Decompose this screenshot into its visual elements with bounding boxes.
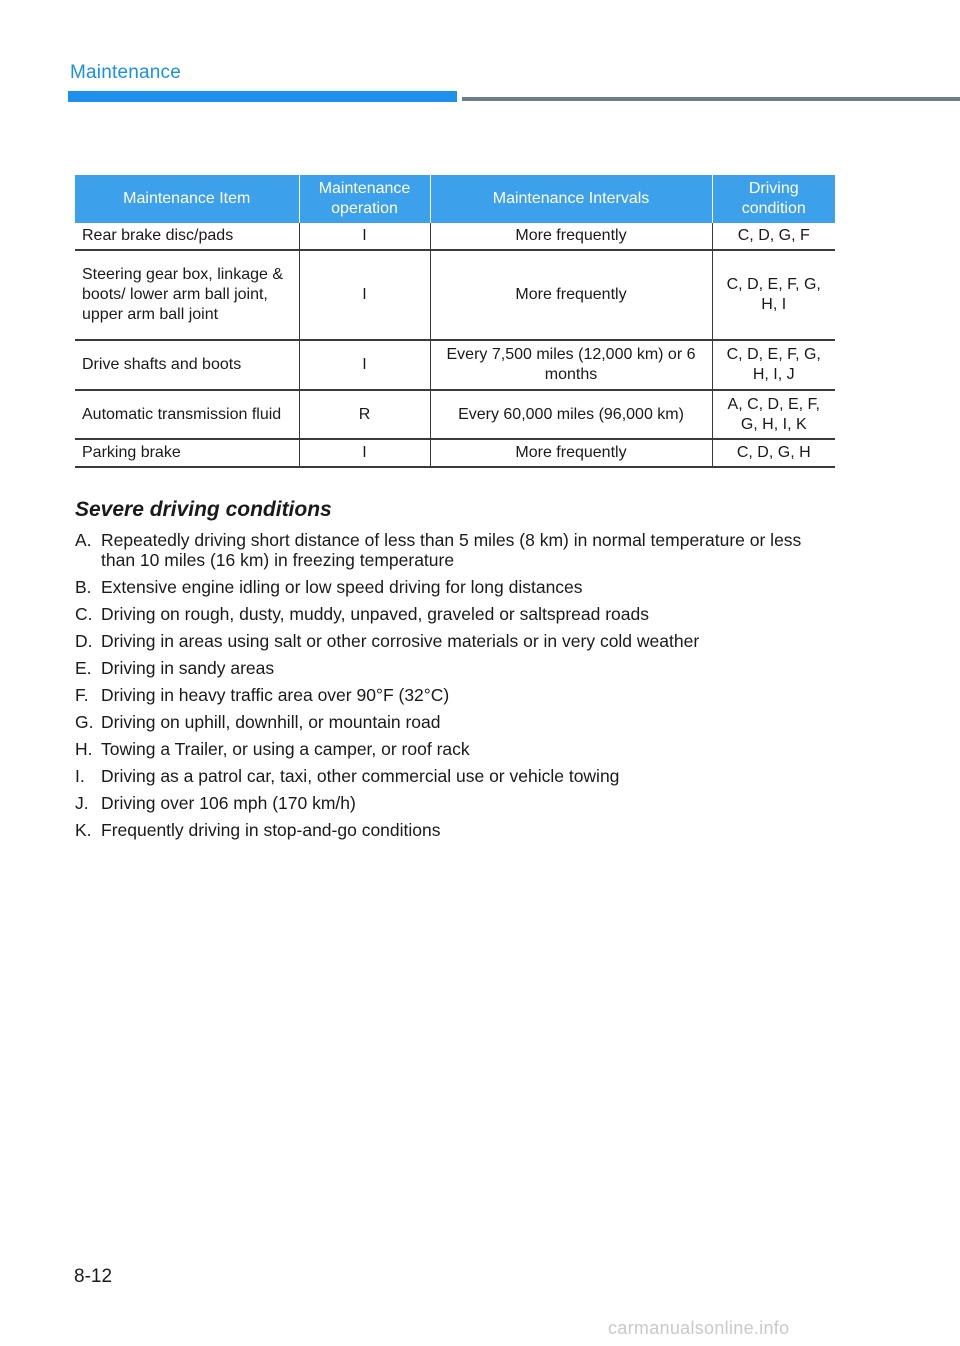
condition-text: Driving in sandy areas xyxy=(101,658,275,678)
condition-letter: A. xyxy=(75,530,92,550)
cell-operation: I xyxy=(299,439,430,467)
condition-letter: K. xyxy=(75,820,92,840)
cell-item: Drive shafts and boots xyxy=(75,340,299,390)
list-item xyxy=(75,712,835,732)
table-row xyxy=(75,439,835,467)
list-item xyxy=(75,739,835,759)
list-item xyxy=(75,766,835,786)
list-item xyxy=(75,658,835,678)
cell-item: Steering gear box, linkage & boots/ lower arm ball joint, upper arm ball joint xyxy=(75,250,299,340)
list-item xyxy=(75,820,835,840)
condition-letter: D. xyxy=(75,631,93,651)
table-row xyxy=(75,390,835,439)
condition-letter: E. xyxy=(75,658,92,678)
condition-letter: J. xyxy=(75,793,89,813)
cell-interval: More frequently xyxy=(430,250,712,340)
condition-text: Driving on rough, dusty, muddy, unpaved, graveled or saltspread roads xyxy=(101,604,649,624)
cell-condition: C, D, G, H xyxy=(712,439,835,467)
cell-condition: C, D, G, F xyxy=(712,223,835,250)
col-header-interval: Maintenance Intervals xyxy=(430,175,712,223)
list-item xyxy=(75,685,835,705)
cell-item: Rear brake disc/pads xyxy=(75,223,299,250)
condition-letter: I. xyxy=(75,766,85,786)
condition-text: Driving over 106 mph (170 km/h) xyxy=(101,793,356,813)
condition-text: Driving as a patrol car, taxi, other commercial use or vehicle towing xyxy=(101,766,620,786)
condition-text: Driving on uphill, downhill, or mountain road xyxy=(101,712,441,732)
table-header-row xyxy=(75,175,835,223)
cell-condition: A, C, D, E, F, G, H, I, K xyxy=(712,390,835,439)
list-item xyxy=(75,577,835,597)
cell-item: Parking brake xyxy=(75,439,299,467)
cell-condition: C, D, E, F, G, H, I, J xyxy=(712,340,835,390)
condition-letter: C. xyxy=(75,604,93,624)
condition-text: Repeatedly driving short distance of less than 5 miles (8 km) in normal temperature or less than 10 miles (16 km) in freezing temperature xyxy=(101,530,802,570)
cell-operation: I xyxy=(299,223,430,250)
cell-operation: I xyxy=(299,340,430,390)
list-item xyxy=(75,631,835,651)
cell-interval: More frequently xyxy=(430,439,712,467)
col-header-item: Maintenance Item xyxy=(75,175,299,223)
table-row xyxy=(75,340,835,390)
page-number: 8-12 xyxy=(74,1266,113,1287)
cell-condition: C, D, E, F, G, H, I xyxy=(712,250,835,340)
list-item xyxy=(75,604,835,624)
col-header-condition: Driving condition xyxy=(712,175,835,223)
section-title: Maintenance xyxy=(70,62,181,83)
condition-letter: F. xyxy=(75,685,89,705)
col-header-operation: Maintenance operation xyxy=(299,175,430,223)
cell-interval: More frequently xyxy=(430,223,712,250)
list-item xyxy=(75,793,835,813)
maintenance-table xyxy=(75,175,835,468)
condition-text: Towing a Trailer, or using a camper, or roof rack xyxy=(101,739,470,759)
condition-text: Extensive engine idling or low speed driving for long distances xyxy=(101,577,583,597)
condition-letter: G. xyxy=(75,712,94,732)
header-rule-gray xyxy=(462,97,960,101)
table-row xyxy=(75,223,835,250)
cell-interval: Every 60,000 miles (96,000 km) xyxy=(430,390,712,439)
condition-text: Driving in heavy traffic area over 90°F (32°C) xyxy=(101,685,450,705)
severe-conditions-list xyxy=(75,530,835,847)
list-item xyxy=(75,530,835,570)
cell-operation: R xyxy=(299,390,430,439)
condition-letter: H. xyxy=(75,739,93,759)
severe-conditions-heading: Severe driving conditions xyxy=(75,498,332,521)
cell-interval: Every 7,500 miles (12,000 km) or 6 months xyxy=(430,340,712,390)
condition-text: Driving in areas using salt or other corrosive materials or in very cold weather xyxy=(101,631,700,651)
header-rule-blue xyxy=(68,91,457,102)
cell-item: Automatic transmission fluid xyxy=(75,390,299,439)
condition-letter: B. xyxy=(75,577,92,597)
watermark: carmanualsonline.info xyxy=(608,1318,790,1338)
cell-operation: I xyxy=(299,250,430,340)
condition-text: Frequently driving in stop-and-go conditions xyxy=(101,820,441,840)
table-row xyxy=(75,250,835,340)
